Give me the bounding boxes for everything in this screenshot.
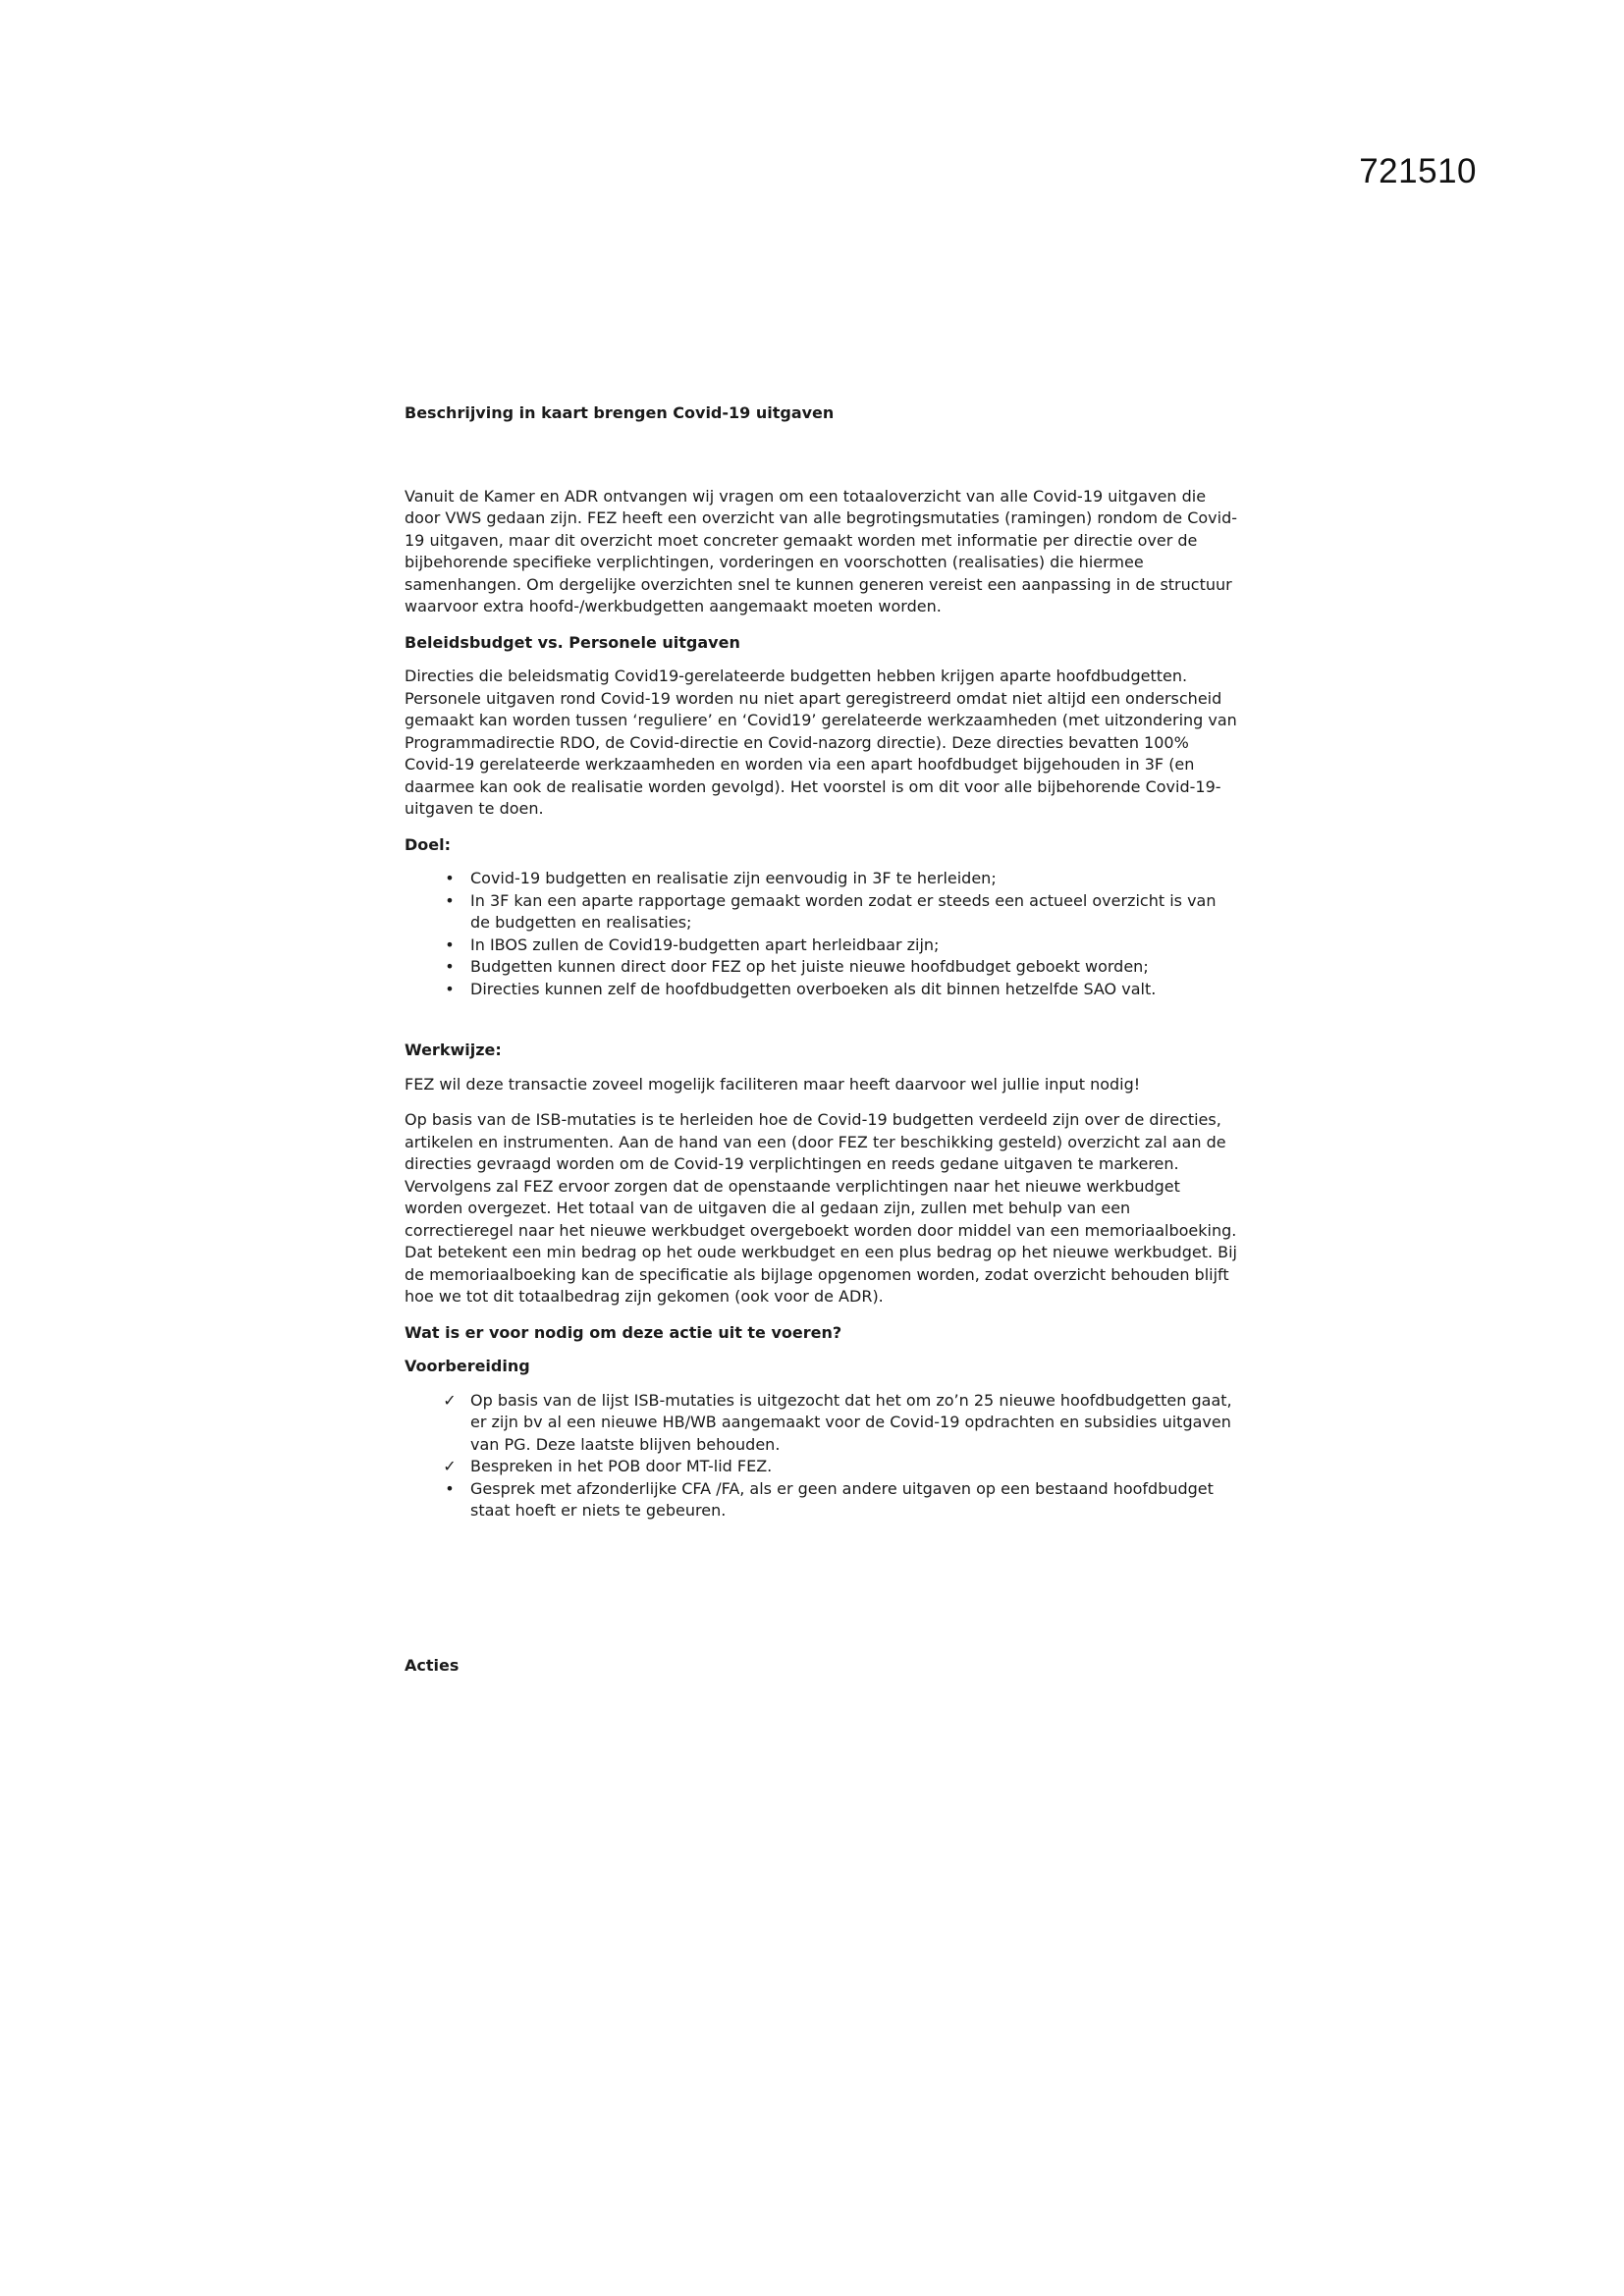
list-item: [405, 1456, 1239, 1478]
section-heading-werkwijze: Werkwijze:: [405, 1041, 502, 1059]
checkmark-icon: ✓: [443, 1457, 457, 1475]
bullet-icon: •: [445, 1478, 455, 1498]
list-item: [405, 868, 1239, 890]
voorbereiding-list: [405, 1390, 1239, 1522]
section-heading-beleidsbudget: Beleidsbudget vs. Personele uitgaven: [405, 632, 740, 652]
list-item-text: Budgetten kunnen direct door FEZ op het juiste nieuwe hoofdbudget geboekt worden;: [470, 957, 1149, 976]
document-title: Beschrijving in kaart brengen Covid-19 uitgaven: [405, 403, 835, 422]
list-item: [405, 1478, 1239, 1522]
section-heading-doel: Doel:: [405, 834, 452, 854]
werkwijze-paragraph-2: Op basis van de ISB-mutaties is te herleiden hoe de Covid-19 budgetten verdeeld zijn over de directies, artikelen en instrumenten. Aan de hand van een (door FEZ ter beschikking gesteld) overzicht zal aan de directies gevraagd worden om de Covid-19 verplichtingen en reeds gedane uitgaven te markeren. Vervolgens zal FEZ ervoor zorgen dat de openstaande verplichtingen naar het nieuwe werkbudget worden overgezet. Het totaal van de uitgaven die al gedaan zijn, zullen met behulp van een correctieregel naar het nieuwe werkbudget overgeboekt worden door middel van een memoriaalboeking. Dat betekent een min bedrag op het oude werkbudget en een plus bedrag op het nieuwe werkbudget. Bij de memoriaalboeking kan de specificatie als bijlage opgenomen worden, zodat overzicht behouden blijft hoe we tot dit totaalbedrag zijn gekomen (ook voor de ADR).: [405, 1110, 1237, 1306]
section-heading-acties: Acties: [405, 1656, 460, 1675]
list-item-text: In IBOS zullen de Covid19-budgetten apart herleidbaar zijn;: [470, 934, 940, 954]
section-heading-wat-nodig: Wat is er voor nodig om deze actie uit te voeren?: [405, 1322, 842, 1342]
list-item: [405, 934, 1239, 957]
document-body: [405, 402, 1239, 1536]
bullet-icon: •: [445, 934, 455, 954]
section-heading-voorbereiding: Voorbereiding: [405, 1357, 530, 1375]
list-item-text: Covid-19 budgetten en realisatie zijn eenvoudig in 3F te herleiden;: [470, 869, 997, 887]
list-item-text: In 3F kan een aparte rapportage gemaakt worden zodat er steeds een actueel overzicht is van de budgetten en realisaties;: [470, 890, 1217, 932]
document-number: 721510: [1359, 152, 1477, 190]
list-item-text: Directies kunnen zelf de hoofdbudgetten overboeken als dit binnen hetzelfde SAO valt.: [470, 979, 1157, 998]
bullet-icon: •: [445, 957, 455, 976]
list-item: [405, 956, 1239, 979]
list-item-text: Bespreken in het POB door MT-lid FEZ.: [470, 1457, 773, 1475]
list-item: [405, 979, 1239, 1001]
intro-paragraph: Vanuit de Kamer en ADR ontvangen wij vragen om een totaaloverzicht van alle Covid-19 uitgaven die door VWS gedaan zijn. FEZ heeft een overzicht van alle begrotingsmutaties (ramingen) rondom de Covid-19 uitgaven, maar dit overzicht moet concreter gemaakt worden met informatie per directie over de bijbehorende specifieke verplichtingen, vorderingen en voorschotten (realisaties) die hiermee samenhangen. Om dergelijke overzichten snel te kunnen generen vereist een aanpassing in de structuur waarvoor extra hoofd-/werkbudgetten aangemaakt moeten worden.: [405, 486, 1237, 615]
bullet-icon: •: [445, 979, 455, 998]
werkwijze-paragraph-1: FEZ wil deze transactie zoveel mogelijk faciliteren maar heeft daarvoor wel jullie input nodig!: [405, 1074, 1141, 1094]
list-item-text: Op basis van de lijst ISB-mutaties is uitgezocht dat het om zo’n 25 nieuwe hoofdbudgetten gaat, er zijn bv al een nieuwe HB/WB aangemaakt voor de Covid-19 opdrachten en subsidies uitgaven van PG. Deze laatste blijven behouden.: [470, 1390, 1232, 1454]
beleidsbudget-paragraph: Directies die beleidsmatig Covid19-gerelateerde budgetten hebben krijgen aparte hoofdbudgetten. Personele uitgaven rond Covid-19 worden nu niet apart geregistreerd omdat niet altijd een onderscheid gemaakt kan worden tussen ‘reguliere’ en ‘Covid19’ gerelateerde werkzaamheden (met uitzondering van Programmadirectie RDO, de Covid-directie en Covid-nazorg directie). Deze directies bevatten 100% Covid-19 gerelateerde werkzaamheden en worden via een apart hoofdbudget bijgehouden in 3F (en daarmee kan ook de realisatie worden gevolgd). Het voorstel is om dit voor alle bijbehorende Covid-19-uitgaven te doen.: [405, 667, 1237, 818]
list-item: [405, 890, 1239, 934]
list-item: [405, 1390, 1239, 1457]
doel-list: [405, 868, 1239, 1000]
checkmark-icon: ✓: [443, 1390, 457, 1410]
list-item-text: Gesprek met afzonderlijke CFA /FA, als er geen andere uitgaven op een bestaand hoofdbudget staat hoeft er niets te gebeuren.: [470, 1478, 1214, 1520]
bullet-icon: •: [445, 890, 455, 910]
bullet-icon: •: [445, 869, 455, 887]
